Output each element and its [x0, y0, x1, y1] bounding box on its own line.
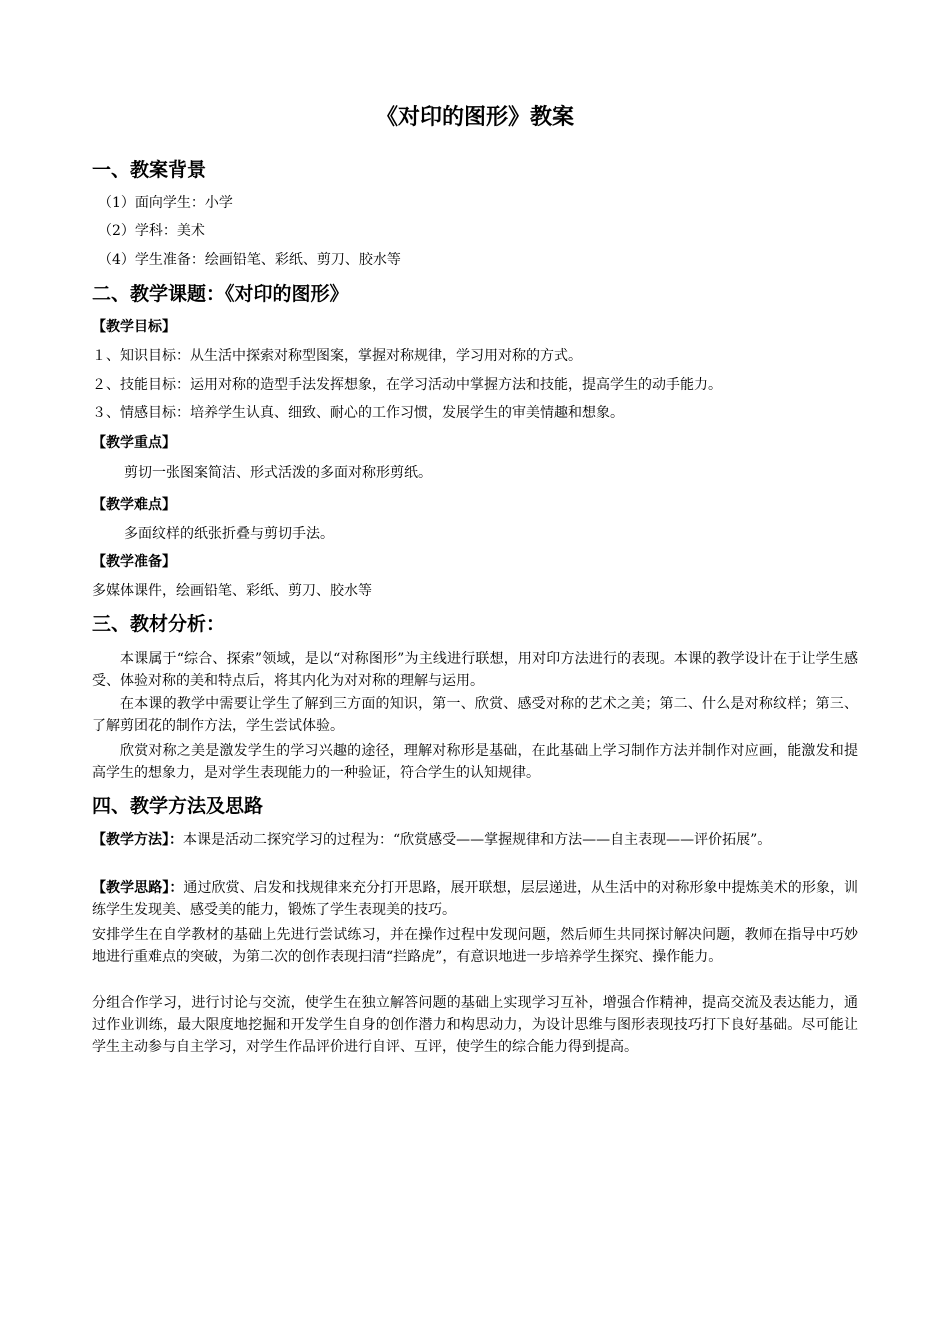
key-points-text: 剪切一张图案简洁、形式活泼的多面对称形剪纸。	[124, 465, 432, 481]
document-title: 《对印的图形》教案	[375, 105, 574, 130]
methods-paragraph: 安排学生在自学教材的基础上先进行尝试练习，并在操作过程中发现问题，然后师生共同探讨解决问题，教师在指导中巧妙地进行重难点的突破，为第二次的创作表现扫清“拦路虎”，有意识地进一步培养学生探究、操作能力。	[92, 927, 858, 965]
section-heading-material-analysis: 三、教材分析：	[92, 613, 226, 635]
teaching-goals-label: 【教学目标】	[92, 319, 176, 335]
preparation-text: 多媒体课件，绘画铅笔、彩纸、剪刀、胶水等	[92, 583, 372, 599]
section-heading-background: 一、教案背景	[92, 159, 207, 181]
key-points-label: 【教学重点】	[92, 435, 176, 451]
goal-emotion: ３、情感目标：培养学生认真、细致、耐心的工作习惯，发展学生的审美情趣和想象。	[92, 405, 624, 421]
section-heading-topic: 二、教学课题：《对印的图形》	[92, 283, 349, 305]
analysis-paragraph: 欣赏对称之美是激发学生的学习兴趣的途径，理解对称形是基础，在此基础上学习制作方法并制作对应画，能激发和提高学生的想象力，是对学生表现能力的一种验证，符合学生的认知规律。	[92, 743, 858, 781]
analysis-paragraph: 在本课的教学中需要让学生了解到三方面的知识，第一、欣赏、感受对称的艺术之美；第二、什么是对称纹样；第三、了解剪团花的制作方法，学生尝试体验。	[92, 696, 858, 734]
background-item-students: （1）面向学生：小学	[98, 195, 233, 211]
preparation-label: 【教学准备】	[92, 554, 176, 570]
goal-knowledge: １、知识目标：从生活中探索对称型图案，掌握对称规律，学习用对称的方式。	[92, 348, 582, 364]
background-item-preparation: （4）学生准备：绘画铅笔、彩纸、剪刀、胶水等	[98, 252, 401, 268]
background-item-subject: （2）学科：美术	[98, 223, 205, 239]
method-paragraph	[92, 829, 858, 851]
method-text: 本课是活动二探究学习的过程为：“欣赏感受——掌握规律和方法——自主表现——评价拓展”。	[183, 832, 772, 848]
idea-paragraph	[92, 877, 858, 921]
idea-text: 通过欣赏、启发和找规律来充分打开思路，展开联想，层层递进，从生活中的对称形象中提炼美术的形象，训练学生发现美、感受美的能力，锻炼了学生表现美的技巧。	[92, 880, 858, 918]
difficulty-label: 【教学难点】	[92, 497, 176, 513]
method-label: 【教学方法】：	[92, 832, 183, 848]
goal-skill: ２、技能目标：运用对称的造型手法发挥想象，在学习活动中掌握方法和技能，提高学生的动手能力。	[92, 377, 722, 393]
idea-label: 【教学思路】：	[92, 880, 184, 896]
difficulty-text: 多面纹样的纸张折叠与剪切手法。	[124, 526, 334, 542]
section-heading-methods: 四、教学方法及思路	[92, 795, 264, 817]
methods-paragraph: 分组合作学习，进行讨论与交流，使学生在独立解答问题的基础上实现学习互补，增强合作精神，提高交流及表达能力，通过作业训练，最大限度地挖掘和开发学生自身的创作潜力和构思动力，为设计思维与图形表现技巧打下良好基础。尽可能让学生主动参与自主学习，对学生作品评价进行自评、互评，使学生的综合能力得到提高。	[92, 995, 858, 1055]
analysis-paragraph: 本课属于“综合、探索”领域，是以“对称图形”为主线进行联想，用对印方法进行的表现。本课的教学设计在于让学生感受、体验对称的美和特点后，将其内化为对对称的理解与运用。	[92, 651, 858, 689]
